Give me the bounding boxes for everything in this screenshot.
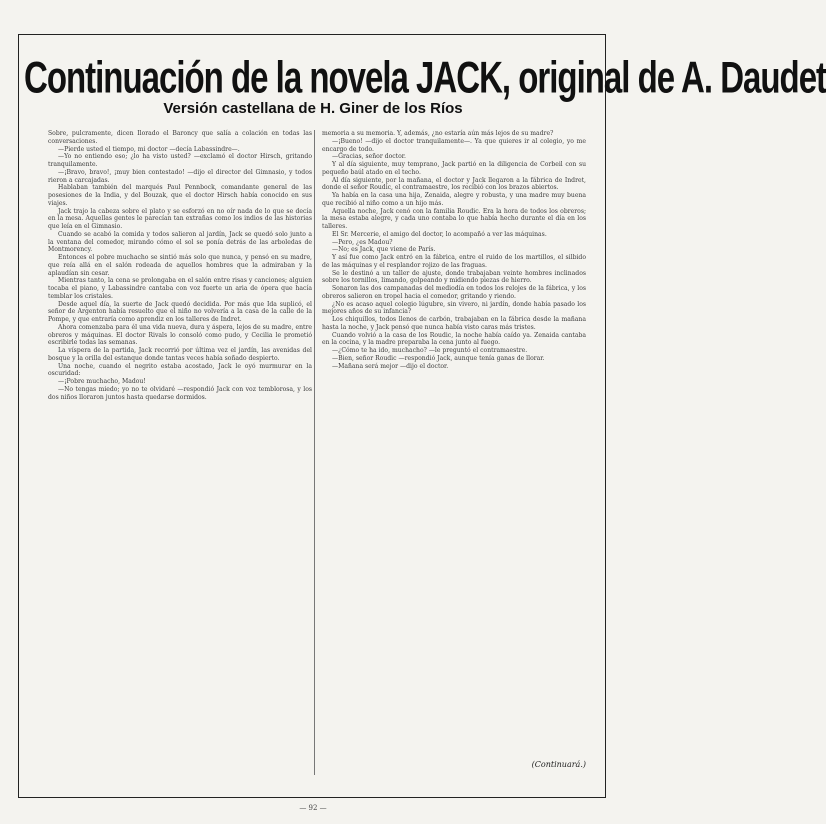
paragraph: —No; es Jack, que viene de París. [332, 246, 436, 254]
paragraph: —Mañana será mejor —dijo el doctor. [332, 362, 449, 370]
paragraph: El Sr. Mercerie, el amigo del doctor, lo acompañó a ver las máquinas. [332, 230, 547, 238]
paragraph: —¡Pobre muchacho, Madou! [58, 378, 146, 385]
paragraph: Hablaban también del marqués Paul Pennbock, comandante general de las posesiones de la India, y del Bouzak, que el doctor Hirsch había conocido en sus viajes. [48, 184, 312, 207]
paragraph: —Bien, señor Roudic —respondió Jack, aunque tenía ganas de llorar. [332, 354, 545, 362]
paragraph: —¿Cómo te ha ido, muchacho? —le preguntó el contramaestre. [332, 347, 528, 354]
paragraph: Ahora comenzaba para él una vida nueva, dura y áspera, lejos de su madre, entre obreros y máquinas. El doctor Rivals lo consoló como pudo, y Cecilia le prometió escribirle todas las semanas. [48, 323, 312, 347]
paragraph: Entonces el pobre muchacho se sintió más solo que nunca, y pensó en su madre, que reía allá en el salón rodeada de aquellos hombres que la admiraban y la aplaudían sin cesar. [48, 254, 312, 277]
article-subheadline: Versión castellana de H. Giner de los Ríos [163, 100, 463, 117]
text-column-right [322, 130, 586, 370]
paragraph: Desde aquel día, la suerte de Jack quedó decidida. Por más que Ida suplicó, el señor de Argenton había resuelto que el niño no volvería a la casa de la calle de la Pompe, y que entraría como aprendiz en los talleres de Indret. [48, 300, 312, 323]
continued-note: (Continuará.) [531, 760, 586, 769]
paragraph: —No tengas miedo; yo no te olvidaré —respondió Jack con voz temblorosa, y los dos niños lloraron juntos hasta quedarse dormidos. [48, 385, 312, 401]
paragraph: Y al día siguiente, muy temprano, Jack partió en la diligencia de Corbeil con su pequeño baúl atado en el techo. [322, 161, 586, 176]
paragraph: Sonaron las dos campanadas del mediodía en todos los relojes de la fábrica, y los obreros salieron en tropel hacia el comedor, gritando y riendo. [322, 285, 586, 300]
paragraph: —Gracias, señor doctor. [332, 153, 406, 161]
paragraph: —Yo no entiendo eso; ¿lo ha visto usted? —exclamó el doctor Hirsch, gritando tranquilamente. [48, 153, 312, 168]
paragraph: —¡Bueno! —dijo el doctor tranquilamente—. Ya que quieres ir al colegio, yo me encargo de todo. [322, 137, 586, 153]
paragraph: Jack trajo la cabeza sobre el plato y se esforzó en no oír nada de lo que se decía en la mesa. Aquellas gentes le parecían tan extrañas como los indios de las historias que leía en el Gimnasio. [48, 207, 312, 230]
paragraph: Una noche, cuando el negrito estaba acostado, Jack le oyó murmurar en la oscuridad: [48, 362, 312, 378]
paragraph: Cuando volvió a la casa de los Roudic, la noche había caído ya. Zenaida cantaba en la cocina, y la madre preparaba la cena junto al fuego. [322, 331, 586, 347]
paragraph: ¿No es acaso aquel colegio lúgubre, sin vivero, ni jardín, donde había pasado los mejores años de su infancia? [322, 300, 586, 316]
paragraph: Se le destinó a un taller de ajuste, donde trabajaban veinte hombres inclinados sobre los tornillos, limando, golpeando y midiendo piezas de hierro. [322, 269, 586, 285]
paragraph: —¡Bravo, bravo!, ¡muy bien contestado! —dijo el director del Gimnasio, y todos rieron a carcajadas. [48, 168, 312, 184]
paragraph: La víspera de la partida, Jack recorrió por última vez el jardín, las avenidas del bosque y la orilla del estanque donde tantas veces había soñado despierto. [48, 347, 312, 362]
paragraph: Al día siguiente, por la mañana, el doctor y Jack llegaron a la fábrica de Indret, donde el señor Roudic, el contramaestre, los recibió con los brazos abiertos. [322, 176, 586, 192]
paragraph: —Pero, ¿es Madou? [332, 238, 393, 246]
paragraph: —Pierde usted el tiempo, mi doctor —decía Labassindre—. [58, 145, 240, 153]
article-headline: Continuación de la novela JACK, original de A. Daudet [24, 52, 826, 102]
paragraph: Mientras tanto, la cena se prolongaba en el salón entre risas y canciones; alguien tocaba el piano, y Labassindre cantaba con voz fuerte un aria de ópera que hacía temblar los cristales. [48, 277, 312, 300]
page-number: — 92 — [299, 804, 327, 812]
column-divider [314, 130, 315, 775]
paragraph: Los chiquillos, todos llenos de carbón, trabajaban en la fábrica desde la mañana hasta la noche, y Jack pensó que nunca había visto caras más tristes. [322, 316, 586, 331]
text-column-left [48, 130, 312, 401]
paragraph: Sobre, pulcramente, dicen Ilorado el Baroncy que salía a colación en todas las conversaciones. [48, 130, 312, 145]
paragraph: Ya había en la casa una hija, Zenaida, alegre y robusta, y una madre muy buena que recibió al niño como a un hijo más. [322, 192, 586, 207]
paragraph: Y así fue como Jack entró en la fábrica, entre el ruido de los martillos, el silbido de las máquinas y el resplandor rojizo de las fraguas. [322, 254, 586, 269]
paragraph: memoria a su memoria. Y, además, ¿no estaría aún más lejos de su madre? [322, 130, 554, 137]
paragraph: Aquella noche, Jack cenó con la familia Roudic. Era la hora de todos los obreros; la mesa estaba alegre, y cada uno contaba lo que había hecho durante el día en los talleres. [322, 207, 586, 230]
paragraph: Cuando se acabó la comida y todos salieron al jardín, Jack se quedó solo junto a la ventana del comedor, mirando cómo el sol se ponía detrás de las arboledas de Montmorency. [48, 230, 312, 254]
